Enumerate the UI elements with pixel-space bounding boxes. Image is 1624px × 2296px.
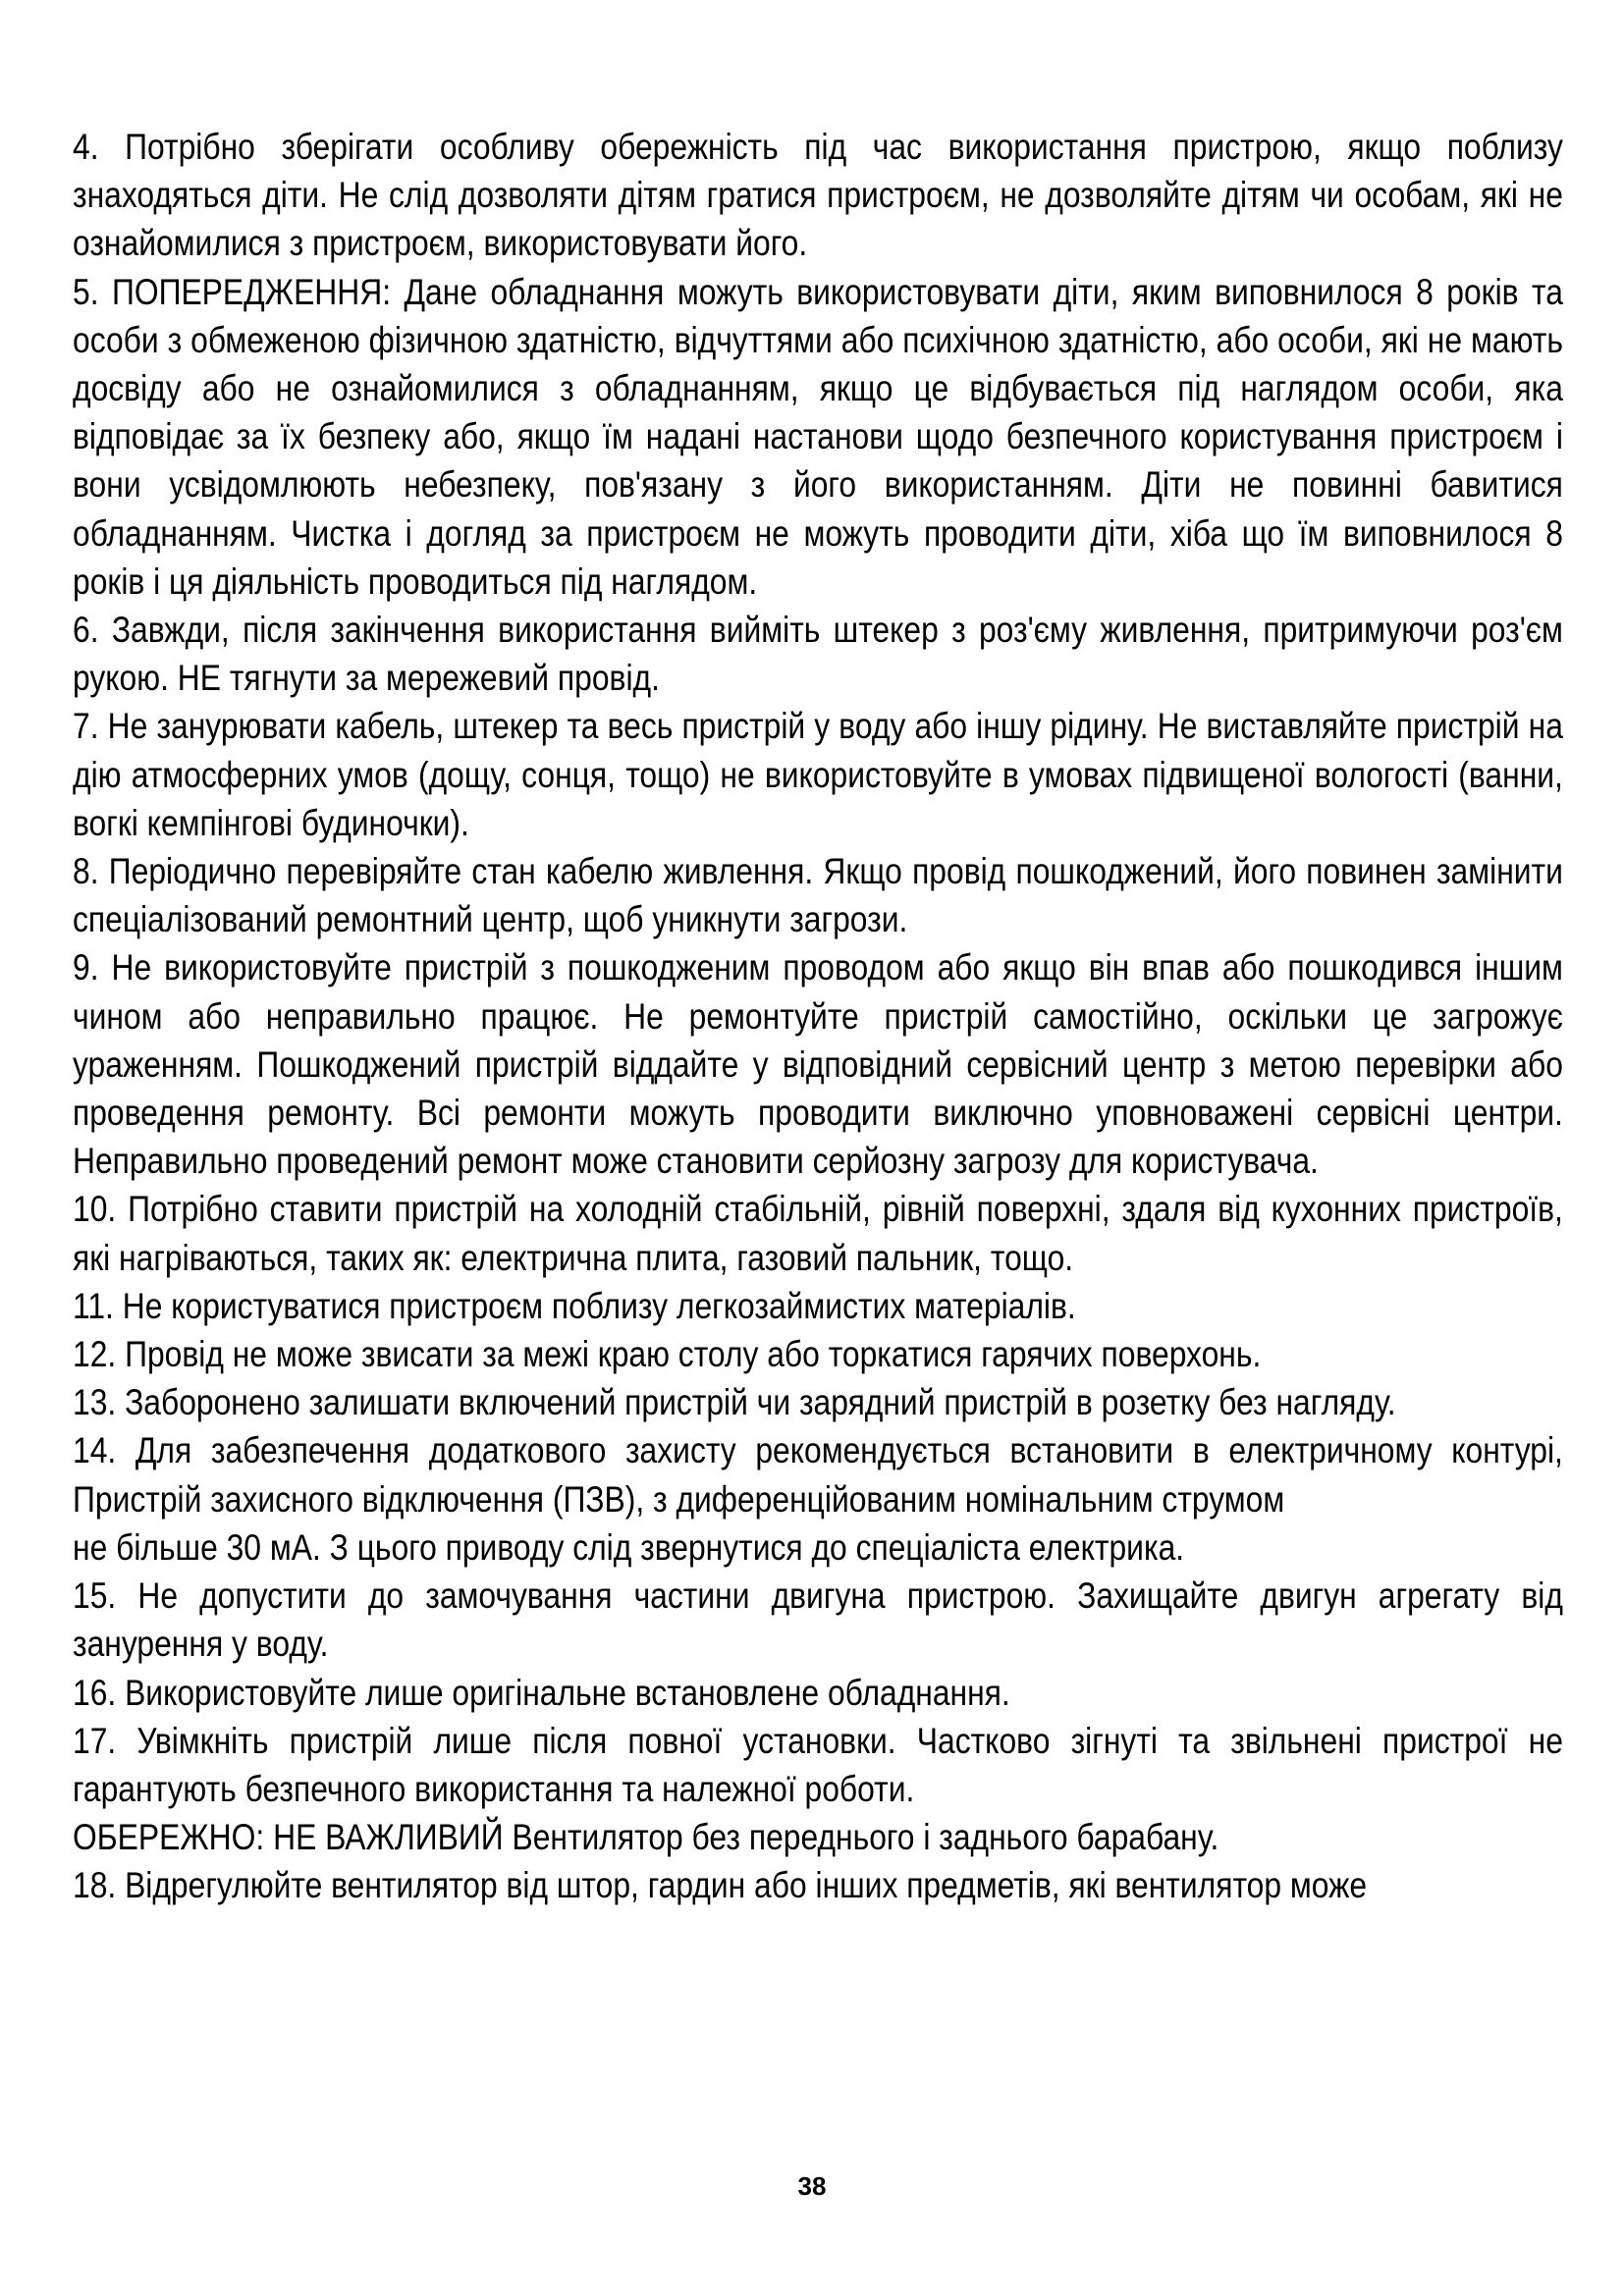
safety-item-5-warning: 5. ПОПЕРЕДЖЕННЯ: Дане обладнання можуть використовувати діти, яким виповнилося 8 років та особи з обмеженою фізичною здатністю, відчуттями або психічною здатністю, або особи, які не мають досвіду або не ознайомилися з обладнанням, якщо це відбувається під наглядом особи, яка відповідає за їх безпеку або, якщо їм надані настанови щодо безпечного користування пристроєм і вони усвідомлюють небезпеку, пов'язану з його використанням. Діти не повинні бавитися обладнанням. Чистка і догляд за пристроєм не можуть проводити діти, хіба що їм виповнилося 8 років і ця діяльність проводиться під наглядом.: [73, 271, 1563, 602]
safety-item-11: 11. Не користуватися пристроєм поблизу легкозаймистих матеріалів.: [73, 1285, 1076, 1326]
safety-item-13: 13. Заборонено залишати включений пристрій чи зарядний пристрій в розетку без нагляду.: [73, 1382, 1396, 1423]
safety-item-10: 10. Потрібно ставити пристрій на холодній стабільній, рівній поверхні, здаля від кухонних пристроїв, які нагріваються, таких як: електрична плита, газовий пальник, тощо.: [73, 1189, 1563, 1278]
safety-item-14-continued: не більше 30 мА. З цього приводу слід звернутися до спеціаліста електрика.: [73, 1526, 1185, 1568]
safety-item-17: 17. Увімкніть пристрій лише після повної установки. Частково зігнуті та звільнені пристрої не гарантують безпечного використання та належної роботи.: [73, 1720, 1563, 1809]
safety-item-8: 8. Періодично перевіряйте стан кабелю живлення. Якщо провід пошкоджений, його повинен замінити спеціалізований ремонтний центр, щоб уникнути загрози.: [73, 851, 1563, 940]
safety-item-6: 6. Завжди, після закінчення використання вийміть штекер з роз'єму живлення, притримуючи роз'єм рукою. НЕ тягнути за мережевий провід.: [73, 610, 1563, 699]
safety-item-7: 7. Не занурювати кабель, штекер та весь пристрій у воду або іншу рідину. Не виставляйте пристрій на дію атмосферних умов (дощу, сонця, тощо) не використовуйте в умовах підвищеної вологості (ванни, вогкі кемпінгові будиночки).: [73, 706, 1563, 843]
safety-item-18: 18. Відрегулюйте вентилятор від штор, гардин або інших предметів, які вентилятор може: [73, 1865, 1368, 1906]
safety-item-12: 12. Провід не може звисати за межі краю столу або торкатися гарячих поверхонь.: [73, 1334, 1262, 1375]
safety-item-15: 15. Не допустити до замочування частини двигуна пристрою. Захищайте двигун агрегату від занурення у воду.: [73, 1575, 1563, 1665]
safety-item-4: 4. Потрібно зберігати особливу обережність під час використання пристрою, якщо поблизу знаходяться діти. Не слід дозволяти дітям гратися пристроєм, не дозволяйте дітям чи особам, які не ознайомилися з пристроєм, використовувати його.: [73, 127, 1563, 264]
safety-item-16: 16. Використовуйте лише оригінальне встановлене обладнання.: [73, 1672, 1010, 1713]
caution-note: ОБЕРЕЖНО: НЕ ВАЖЛИВИЙ Вентилятор без переднього і заднього барабану.: [73, 1817, 1219, 1858]
page-number: 38: [797, 2171, 827, 2201]
manual-page-body: [73, 123, 1563, 1910]
safety-item-9: 9. Не використовуйте пристрій з пошкодженим проводом або якщо він впав або пошкодився іншим чином або неправильно працює. Не ремонтуйте пристрій самостійно, оскільки це загрожує ураженням. Пошкоджений пристрій віддайте у відповідний сервісний центр з метою перевірки або проведення ремонту. Всі ремонти можуть проводити виключно уповноважені сервісні центри. Неправильно проведений ремонт може становити серйозну загрозу для користувача.: [73, 947, 1563, 1182]
safety-item-14: 14. Для забезпечення додаткового захисту рекомендується встановити в електричному контурі, Пристрій захисного відключення (ПЗВ), з диференційованим номінальним струмом: [73, 1430, 1563, 1520]
